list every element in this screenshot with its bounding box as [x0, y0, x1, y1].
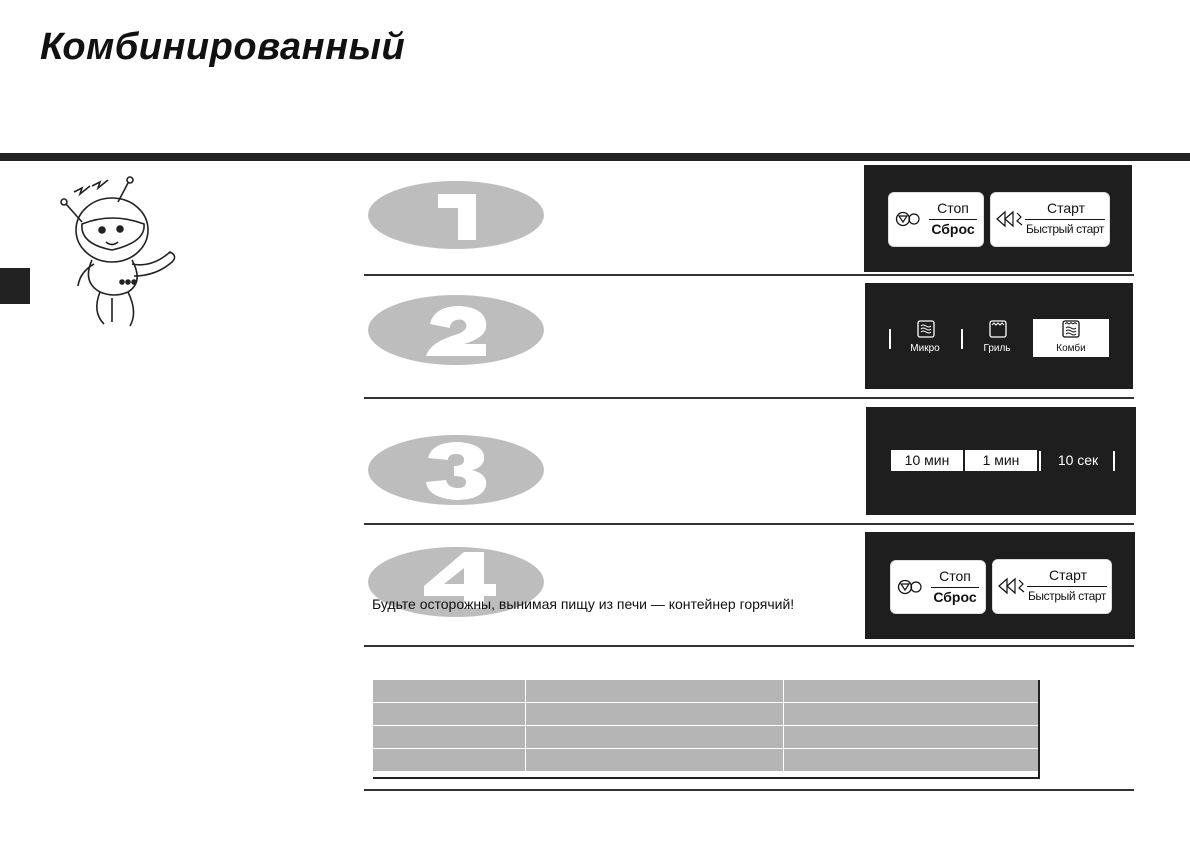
time-separator [1039, 451, 1041, 471]
table-cell [373, 680, 526, 703]
table-cell [526, 726, 784, 749]
time-10sec-button[interactable] [1043, 450, 1113, 471]
stop-reset-button[interactable] [890, 560, 986, 614]
time-10min-button[interactable] [891, 450, 963, 471]
table-row [373, 726, 1040, 749]
step-1-badge [368, 180, 548, 250]
table-cell [784, 703, 1040, 726]
mode-separator [1107, 329, 1109, 349]
mode-micro-label: Микро [910, 343, 940, 354]
step-divider [364, 397, 1134, 399]
stop-label: Стоп [937, 200, 969, 216]
combi-icon [1062, 320, 1080, 338]
header-divider [0, 153, 1190, 161]
mode-separator [889, 329, 891, 349]
step-divider [364, 645, 1134, 647]
fraction-line [931, 587, 979, 588]
table-cell [784, 726, 1040, 749]
quickstart-label: Быстрый старт [1027, 589, 1107, 603]
control-panel-time [866, 407, 1136, 515]
time-10min-label: 10 мин [904, 452, 950, 468]
warning-text: Будьте осторожны, вынимая пищу из печи — контейнер горячий! [372, 596, 795, 612]
mode-combi-label: Комби [1056, 343, 1086, 354]
time-10sec-label: 10 сек [1057, 452, 1099, 468]
table-cell [373, 703, 526, 726]
mode-grill-label: Гриль [983, 343, 1011, 354]
table-cell [373, 749, 526, 772]
table-shadow [1038, 680, 1040, 778]
table-row [373, 703, 1040, 726]
table-cell [526, 703, 784, 726]
stop-reset-button[interactable] [888, 192, 984, 247]
fraction-line [1027, 586, 1107, 587]
step-divider [364, 274, 1134, 276]
mode-separator [961, 329, 963, 349]
table-cell [526, 680, 784, 703]
step-2-badge [368, 294, 548, 366]
table-cell [526, 749, 784, 772]
grill-icon [989, 320, 1007, 338]
reset-label: Сброс [931, 221, 975, 237]
control-panel-stop-start [864, 165, 1132, 272]
table-cell [784, 749, 1040, 772]
time-1min-label: 1 мин [982, 452, 1020, 468]
table-row [373, 680, 1040, 703]
mascot-illustration [52, 172, 182, 332]
step-divider [364, 523, 1134, 525]
table-cell [373, 726, 526, 749]
table-shadow [373, 777, 1040, 779]
section-tab [0, 268, 30, 304]
stop-label: Стоп [939, 568, 971, 584]
cooking-table [372, 679, 1040, 772]
start-quickstart-button[interactable] [992, 559, 1112, 614]
start-label: Старт [1046, 200, 1086, 216]
table-cell [784, 680, 1040, 703]
time-separator [1113, 451, 1115, 471]
start-label: Старт [1048, 567, 1088, 583]
mode-micro[interactable] [895, 319, 955, 359]
reset-label: Сброс [933, 589, 977, 605]
microwave-icon [917, 320, 935, 338]
step-3-badge [368, 434, 548, 506]
quickstart-label: Быстрый старт [1025, 222, 1105, 236]
table-row [373, 749, 1040, 772]
page-title: Комбинированный [40, 26, 406, 68]
fraction-line [929, 219, 977, 220]
fraction-line [1025, 219, 1105, 220]
time-1min-button[interactable] [965, 450, 1037, 471]
table-bottom-divider [364, 789, 1134, 791]
mode-grill[interactable] [967, 319, 1027, 359]
control-panel-modes [865, 283, 1133, 389]
start-quickstart-button[interactable] [990, 192, 1110, 247]
stop-icon [897, 579, 923, 595]
stop-icon [895, 211, 921, 227]
mode-combi[interactable] [1033, 319, 1109, 357]
control-panel-stop-start-2 [865, 532, 1135, 639]
